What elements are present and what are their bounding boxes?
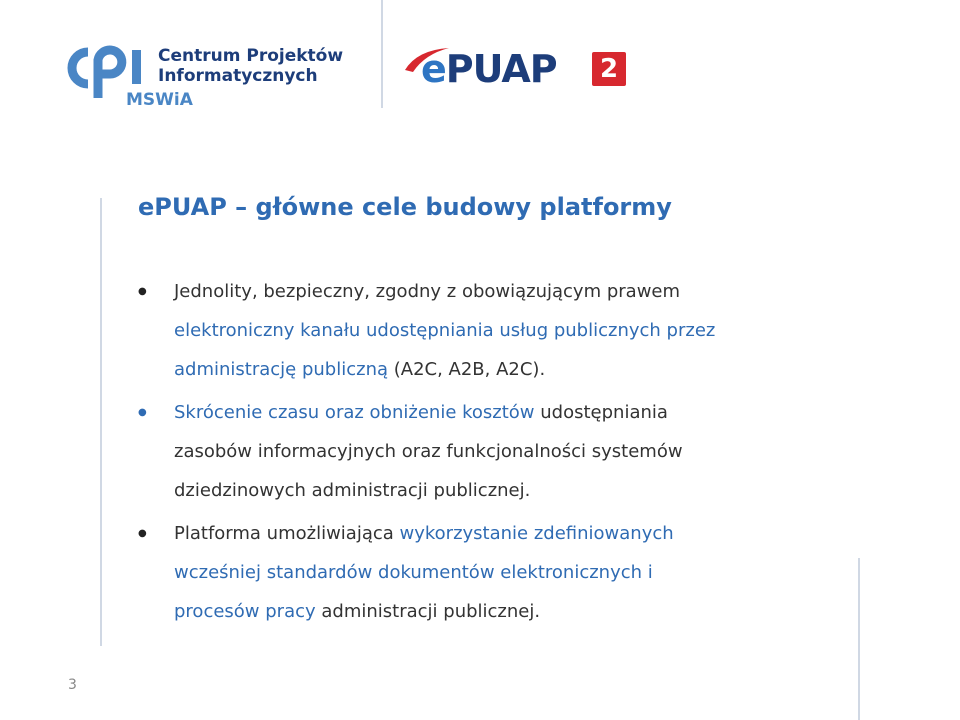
bullet-item xyxy=(134,514,834,631)
bullet-list xyxy=(134,272,834,635)
bullet-3-line1b: wykorzystanie zdefiniowanych xyxy=(393,523,674,544)
bullet-3-line1a: Platforma umożliwiająca xyxy=(174,523,394,544)
bullet-2-line3: dziedzinowych administracji publicznej. xyxy=(174,480,531,501)
bullet-1-line3a: administrację publiczną xyxy=(174,359,389,380)
bullet-item xyxy=(134,393,834,510)
bullet-dot-icon: ● xyxy=(138,286,147,297)
cpi-line2: Informatycznych xyxy=(158,66,318,86)
bullet-3-line3a: procesów pracy xyxy=(174,601,316,622)
epuap-logo xyxy=(403,44,628,96)
bullet-2-line2: zasobów informacyjnych oraz funkcjonalności systemów xyxy=(174,441,683,462)
bullet-item xyxy=(134,272,834,389)
bullet-dot-icon: ● xyxy=(138,528,147,539)
mswia-label: MSWiA xyxy=(126,90,193,110)
cpi-logo xyxy=(58,40,348,115)
bullet-1-line3b: (A2C, A2B, A2C). xyxy=(388,359,546,380)
bullet-1-line1: Jednolity, bezpieczny, zgodny z obowiązującym prawem xyxy=(174,281,681,302)
divider-left xyxy=(100,198,102,646)
bullet-3-line3b: administracji publicznej. xyxy=(315,601,541,622)
bullet-3-line2: wcześniej standardów dokumentów elektronicznych i xyxy=(174,562,653,583)
cpi-logo-text xyxy=(158,46,343,86)
epuap-puap: PUAP xyxy=(445,47,557,91)
bullet-2-line1b: udostępniania xyxy=(534,402,668,423)
epuap-e: e xyxy=(421,47,446,91)
page-number: 3 xyxy=(68,677,77,693)
epuap-wordmark xyxy=(421,46,557,92)
version-badge: 2 xyxy=(592,52,626,86)
divider-header xyxy=(381,0,383,108)
slide-title: ePUAP – główne cele budowy platformy xyxy=(138,193,672,221)
bullet-1-line2: elektroniczny kanału udostępniania usług publicznych przez xyxy=(174,320,716,341)
bullet-2-line1a: Skrócenie czasu oraz obniżenie kosztów xyxy=(174,402,535,423)
bullet-dot-icon: ● xyxy=(138,407,147,418)
divider-right xyxy=(858,558,860,720)
cpi-line1: Centrum Projektów xyxy=(158,46,344,66)
